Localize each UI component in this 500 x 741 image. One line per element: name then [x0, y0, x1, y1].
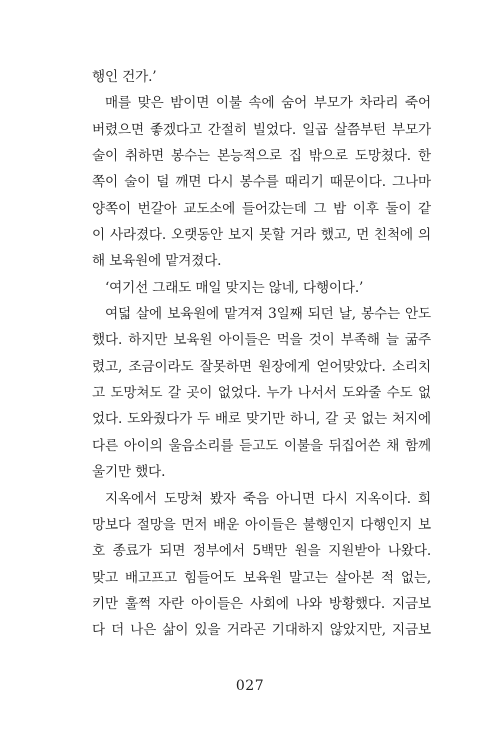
text-line: 여덟 살에 보육원에 맡겨져 3일째 되던 날, 봉수는 안도	[105, 306, 431, 323]
paragraph	[92, 301, 431, 485]
text-line: 호 종료가 되면 정부에서 5백만 원을 지원받아 나왔다.	[92, 543, 431, 560]
text-line: 고 도망쳐도 갈 곳이 없었다. 누가 나서서 도와줄 수도 없	[92, 385, 431, 402]
paragraph	[92, 64, 431, 90]
body-text	[92, 64, 431, 644]
text-line: 쪽이 술이 덜 깨면 다시 봉수를 때리기 때문이다. 그나마	[92, 174, 431, 191]
text-line: 버렸으면 좋겠다고 간절히 빌었다. 일곱 살쯤부턴 부모가	[92, 121, 431, 138]
text-line: 었다. 도와줬다가 두 배로 맞기만 하니, 갈 곳 없는 처지에	[92, 411, 431, 428]
text-line: 키만 훌쩍 자란 아이들은 사회에 나와 방황했다. 지금보	[92, 595, 431, 612]
text-line: 해 보육원에 맡겨졌다.	[92, 253, 222, 270]
text-line: 매를 맞은 밤이면 이불 속에 숨어 부모가 차라리 죽어	[105, 95, 431, 112]
paragraph	[92, 486, 431, 644]
text-line: 다 더 나은 삶이 있을 거라곤 기대하지 않았지만, 지금보	[92, 622, 431, 639]
paragraph	[92, 275, 431, 301]
text-line: 렸고, 조금이라도 잘못하면 원장에게 얻어맞았다. 소리치	[92, 358, 431, 375]
text-line: 이 사라졌다. 오랫동안 보지 못할 거라 했고, 먼 친척에 의	[92, 227, 431, 244]
text-line: 맞고 배고프고 힘들어도 보육원 말고는 살아본 적 없는,	[92, 569, 431, 586]
text-line: 망보다 절망을 먼저 배운 아이들은 불행인지 다행인지 보	[92, 516, 431, 533]
page-number: 027	[235, 678, 265, 694]
paragraph	[92, 90, 431, 274]
text-line: ‘여기선 그래도 매일 맞지는 않네, 다행이다.’	[105, 279, 364, 296]
text-line: 행인 건가.’	[92, 69, 157, 85]
text-line: 양쪽이 번갈아 교도소에 들어갔는데 그 밤 이후 둘이 같	[92, 200, 431, 217]
text-line: 울기만 했다.	[92, 464, 166, 481]
text-line: 했다. 하지만 보육원 아이들은 먹을 것이 부족해 늘 굶주	[92, 332, 431, 349]
text-line: 지옥에서 도망쳐 봤자 죽음 아니면 다시 지옥이다. 희	[105, 490, 431, 507]
text-line: 다른 아이의 울음소리를 듣고도 이불을 뒤집어쓴 채 함께	[92, 437, 431, 454]
text-line: 술이 취하면 봉수는 본능적으로 집 밖으로 도망쳤다. 한	[92, 148, 431, 165]
